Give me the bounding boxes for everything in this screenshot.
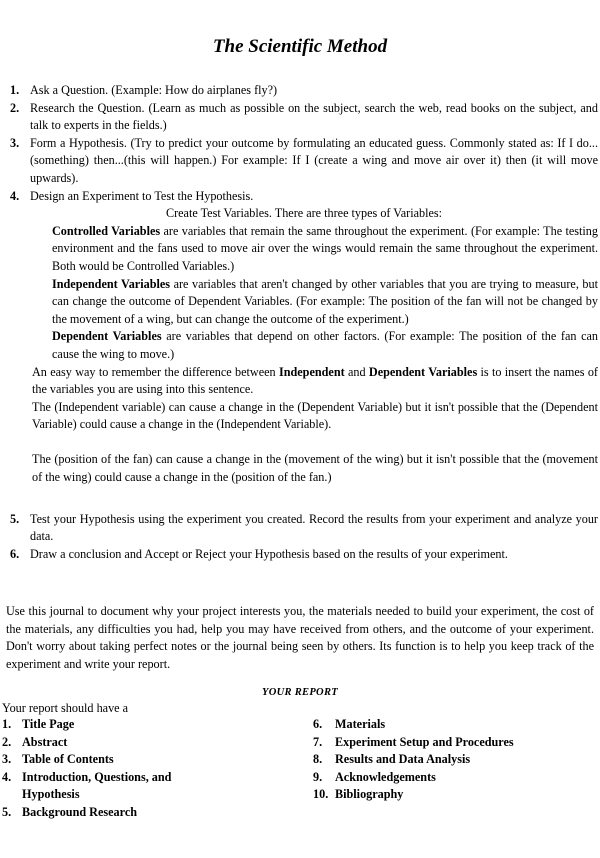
step-text: Research the Question. (Learn as much as possible on the subject, search the web, read books on the subject, and talk to experts in the fields.) (30, 100, 598, 133)
tip-text: and (344, 364, 369, 379)
remember-tip (10, 364, 598, 399)
list-number: 3. (2, 752, 12, 767)
list-number: 10. (313, 787, 329, 802)
list-item (313, 716, 598, 734)
list-number: 8. (313, 752, 323, 767)
variable-description: are variables that aren't changed by other variables that you are trying to measure, but can change the outcome of Dependent Variables. (For example: The position of the fan will not be changed by the movement of a wing, but can change the outcome of the experiment.) (52, 276, 598, 326)
list-number: 4. (2, 769, 12, 784)
step-number: 3. (10, 135, 20, 150)
list-item (313, 734, 598, 752)
list-text: Introduction, Questions, and Hypothesis (22, 769, 172, 802)
list-text: Bibliography (335, 787, 404, 802)
list-item (2, 751, 252, 769)
list-item (313, 786, 598, 804)
test-variables-intro: Create Test Variables. There are three types of Variables: (165, 206, 443, 221)
list-item (2, 769, 252, 804)
template-sentence: The (Independent variable) can cause a change in the (Dependent Variable) but it isn't possible that the (Dependent Variable) could cause a change in the (Independent Variable). (32, 399, 598, 432)
list-number: 1. (2, 717, 12, 731)
tip-term: Independent (278, 364, 345, 379)
step-item (10, 100, 598, 135)
step-number: 6. (10, 546, 20, 561)
report-sections-right (313, 716, 598, 804)
variable-description: are variables that depend on other factors. (For example: The position of the fan can cause the wing to move.) (52, 329, 598, 361)
example-sentence: The (position of the fan) can cause a change in the (movement of the wing) but it isn't possible that the (movement of the wing) could cause a change in the (position of the fan.) (32, 452, 598, 485)
step-item (10, 135, 598, 188)
step-item (10, 82, 598, 100)
independent-variables-definition (10, 276, 598, 329)
step-text: Test your Hypothesis using the experiment you created. Record the results from your experiment and analyze your data. (30, 511, 598, 544)
report-sections-left (2, 716, 252, 822)
list-number: 6. (313, 717, 323, 731)
list-item (2, 716, 252, 734)
scientific-method-steps (10, 82, 598, 563)
list-item (2, 734, 252, 752)
list-number: 7. (313, 734, 323, 749)
controlled-variables-definition (10, 223, 598, 276)
step-item (10, 511, 598, 546)
tip-term: Dependent Variables (368, 364, 478, 379)
step-number: 1. (10, 83, 20, 97)
variable-description: are variables that remain the same throughout the experiment. (For example: The testing environment and the fans used to move air over the wings would remain the same throughout the experiment. Both would be Controlled Variables.) (52, 223, 598, 273)
list-text: Experiment Setup and Procedures (335, 734, 514, 749)
step-item (10, 546, 598, 564)
variable-term: Dependent Variables (52, 329, 162, 344)
journal-paragraph: Use this journal to document why your project interests you, the materials needed to build your experiment, the cost of the materials, any difficulties you had, help you may have received from others, and the outcome of your experiment. Don't worry about taking perfect notes or the journal being seen by others. Its function is to help you keep track of the experiment and write your report. (6, 604, 594, 671)
report-heading: YOUR REPORT (262, 687, 338, 698)
list-text: Title Page (22, 717, 75, 731)
step-item (10, 188, 598, 206)
step-number: 4. (10, 188, 20, 203)
list-number: 9. (313, 769, 323, 784)
list-text: Abstract (22, 734, 68, 749)
tip-text: is to insert the names of the variables you are using into this sentence. (32, 364, 598, 397)
step-text: Design an Experiment to Test the Hypothesis. (30, 188, 254, 203)
tip-text: An easy way to remember the difference between (32, 364, 279, 379)
list-text: Materials (335, 717, 386, 731)
dependent-variables-definition (10, 328, 598, 363)
list-number: 5. (2, 804, 12, 819)
list-text: Results and Data Analysis (335, 752, 471, 767)
list-item (313, 751, 598, 769)
step-text: Form a Hypothesis. (Try to predict your outcome by formulating an educated guess. Commonly stated as: If I do... (something) then...(this will happen.) For example: If I (create a wing and move air over it) then (it will move upwards). (30, 135, 598, 185)
list-item (2, 804, 252, 822)
list-text: Background Research (22, 804, 138, 819)
page-title: The Scientific Method (212, 36, 388, 57)
variable-term: Controlled Variables (52, 223, 161, 238)
step-text: Ask a Question. (Example: How do airplanes fly?) (30, 83, 278, 97)
list-text: Table of Contents (22, 752, 114, 767)
step-number: 2. (10, 100, 20, 115)
variable-term: Independent Variables (52, 276, 171, 291)
list-text: Acknowledgements (335, 769, 436, 784)
report-intro: Your report should have a (2, 701, 129, 715)
list-item (313, 769, 598, 787)
step-number: 5. (10, 511, 20, 526)
step-text: Draw a conclusion and Accept or Reject your Hypothesis based on the results of your experiment. (30, 546, 508, 561)
list-number: 2. (2, 734, 12, 749)
